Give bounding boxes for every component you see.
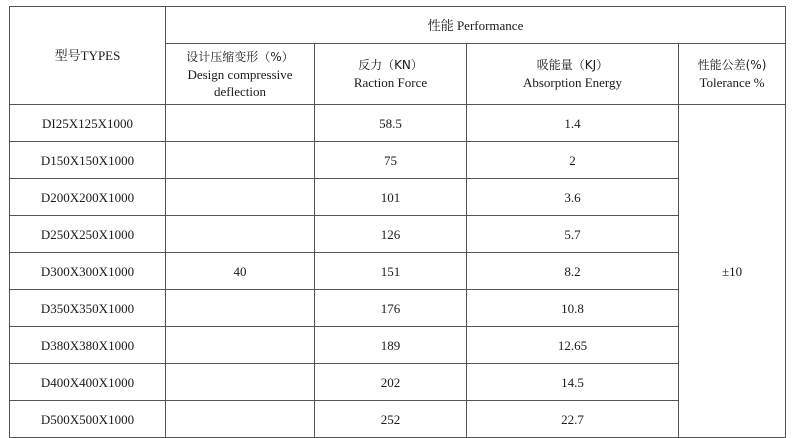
model-type-cell: D400X400X1000	[10, 364, 166, 401]
model-type-cell: D250X250X1000	[10, 216, 166, 253]
reaction-force-cell: 252	[315, 401, 467, 438]
table-row	[10, 290, 786, 327]
energy-header-en: Absorption Energy	[522, 75, 623, 90]
absorption-energy-cell: 5.7	[467, 216, 679, 253]
reaction-force-cell: 75	[315, 142, 467, 179]
model-type-cell: D500X500X1000	[10, 401, 166, 438]
model-type-cell: D380X380X1000	[10, 327, 166, 364]
deflection-cell	[166, 105, 315, 142]
table-row	[10, 364, 786, 401]
tolerance-column-header	[679, 44, 786, 105]
force-column-header	[315, 44, 467, 105]
table-row	[10, 105, 786, 142]
type-column-header: 型号TYPES	[10, 7, 166, 105]
table-row	[10, 253, 786, 290]
energy-column-header	[467, 44, 679, 105]
model-type-cell: DI25X125X1000	[10, 105, 166, 142]
reaction-force-cell: 176	[315, 290, 467, 327]
model-type-cell: D350X350X1000	[10, 290, 166, 327]
performance-header: 性能 Performance	[166, 7, 786, 44]
table-row	[10, 179, 786, 216]
model-type-cell: D200X200X1000	[10, 179, 166, 216]
deflection-cell	[166, 179, 315, 216]
fender-spec-table	[9, 6, 786, 438]
deflection-cell	[166, 327, 315, 364]
absorption-energy-cell: 1.4	[467, 105, 679, 142]
deflection-cell: 40	[166, 253, 315, 290]
reaction-force-cell: 189	[315, 327, 467, 364]
reaction-force-cell: 202	[315, 364, 467, 401]
absorption-energy-cell: 3.6	[467, 179, 679, 216]
deflection-cell	[166, 290, 315, 327]
tolerance-cell: ±10	[679, 105, 786, 438]
deflection-header-cn: 设计压缩变形（%）	[186, 49, 294, 64]
deflection-cell	[166, 142, 315, 179]
model-type-cell: D300X300X1000	[10, 253, 166, 290]
absorption-energy-cell: 10.8	[467, 290, 679, 327]
absorption-energy-cell: 2	[467, 142, 679, 179]
absorption-energy-cell: 8.2	[467, 253, 679, 290]
deflection-header-en-1: Design compressive	[187, 66, 293, 82]
deflection-column-header	[166, 44, 315, 105]
tolerance-header-en: Tolerance %	[699, 75, 765, 90]
deflection-cell	[166, 401, 315, 438]
force-header-cn: 反力（KN）	[358, 58, 423, 72]
reaction-force-cell: 151	[315, 253, 467, 290]
table-row	[10, 142, 786, 179]
absorption-energy-cell: 14.5	[467, 364, 679, 401]
table-row	[10, 216, 786, 253]
reaction-force-cell: 126	[315, 216, 467, 253]
deflection-cell	[166, 216, 315, 253]
table-row	[10, 327, 786, 364]
deflection-cell	[166, 364, 315, 401]
tolerance-header-cn: 性能公差(%)	[697, 58, 767, 72]
table-row	[10, 401, 786, 438]
absorption-energy-cell: 12.65	[467, 327, 679, 364]
model-type-cell: D150X150X1000	[10, 142, 166, 179]
absorption-energy-cell: 22.7	[467, 401, 679, 438]
reaction-force-cell: 58.5	[315, 105, 467, 142]
energy-header-cn: 吸能量（KJ）	[536, 58, 609, 72]
reaction-force-cell: 101	[315, 179, 467, 216]
force-header-en: Raction Force	[353, 75, 428, 90]
table-body	[10, 105, 786, 438]
deflection-header-en-2: deflection	[214, 83, 266, 99]
